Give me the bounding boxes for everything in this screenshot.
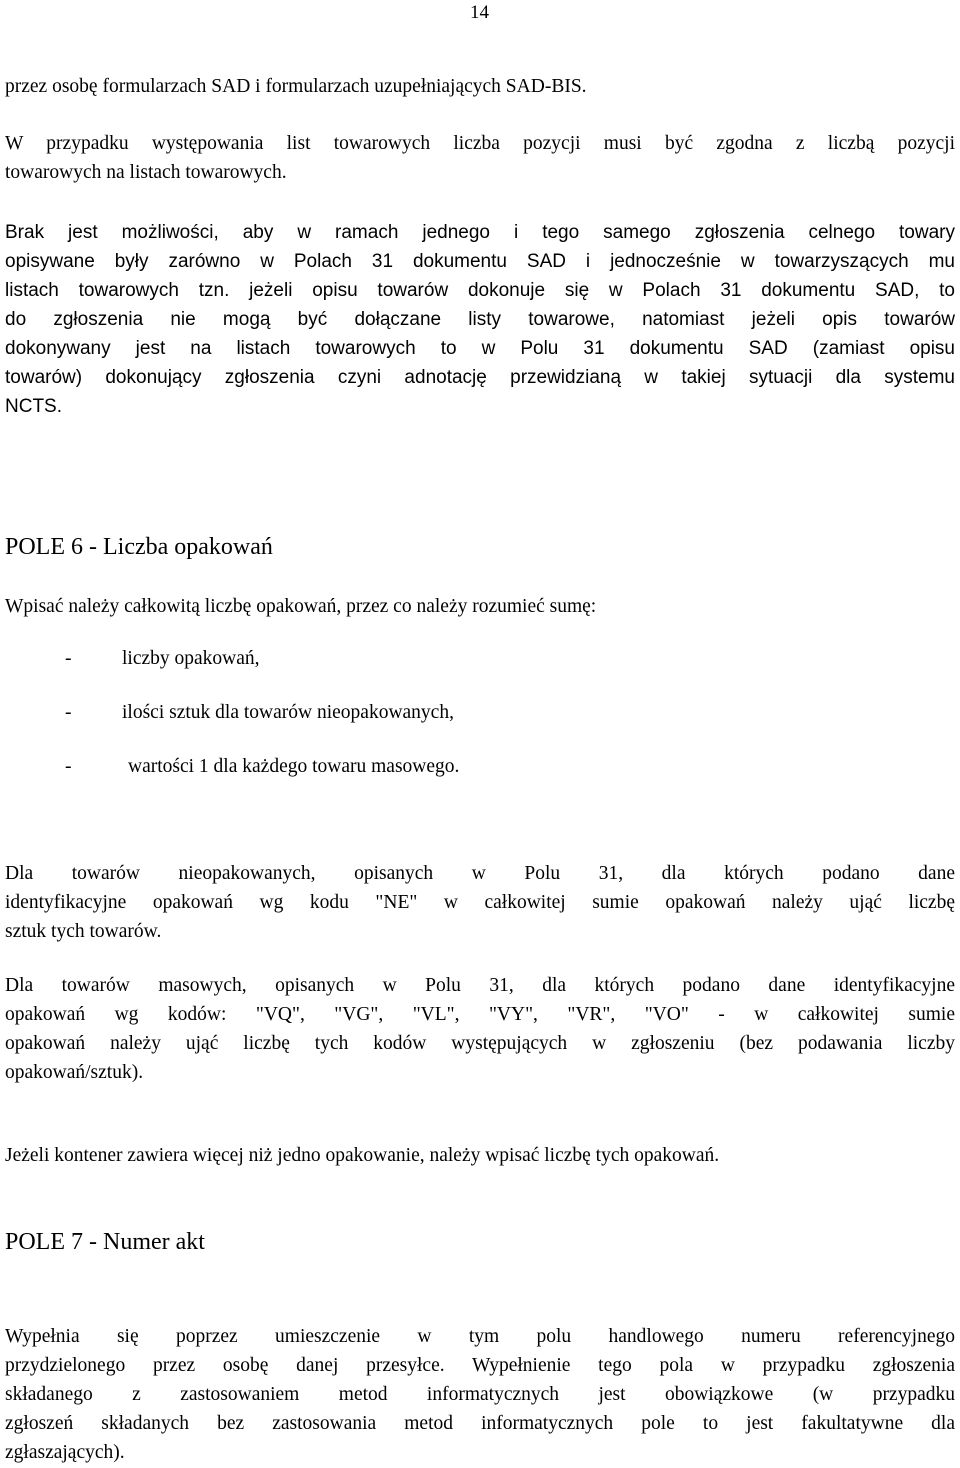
text-line: dokonywany jest na listach towarowych to w Polu 31 dokumentu SAD (zamiast opisu (5, 338, 955, 359)
paragraph-unpacked-goods (5, 859, 955, 946)
paragraph-container (5, 1141, 955, 1170)
text-line: NCTS. (5, 396, 62, 417)
text-line: W przypadku występowania list towarowych liczba pozycji musi być zgodna z liczbą pozycji (5, 133, 955, 154)
paragraph-no-mixing (5, 218, 955, 421)
text-line: składanego z zastosowaniem metod informatycznych jest obowiązkowe (w przypadku (5, 1384, 955, 1405)
paragraph-reference-number (5, 1322, 955, 1467)
text-line: Dla towarów masowych, opisanych w Polu 31, dla których podano dane identyfikacyjne (5, 975, 955, 996)
list-dash: - (65, 702, 72, 723)
list-item (5, 644, 260, 673)
text-line: opakowań wg kodów: "VQ", "VG", "VL", "VY", "VR", "VO" - w całkowitej sumie (5, 1004, 955, 1025)
text-line: listach towarowych tzn. jeżeli opisu towarów dokonuje się w Polach 31 dokumentu SAD, to (5, 280, 955, 301)
list-dash: - (65, 648, 72, 669)
section-heading-pole-7: POLE 7 - Numer akt (5, 1229, 205, 1255)
text-line: zgłaszających). (5, 1442, 125, 1463)
list-dash: - (65, 756, 72, 777)
text-line: opisywane były zarówno w Polach 31 dokumentu SAD i jednocześnie w towarzyszących mu (5, 251, 955, 272)
text-line: Wypełnia się poprzez umieszczenie w tym polu handlowego numeru referencyjnego (5, 1326, 955, 1347)
list-item-text: liczby opakowań, (122, 648, 260, 669)
list-item-text: ilości sztuk dla towarów nieopakowanych, (122, 702, 454, 723)
paragraph-bulk-goods (5, 971, 955, 1087)
text-line: opakowań/sztuk). (5, 1062, 144, 1083)
text-line: do zgłoszenia nie mogą być dołączane listy towarowe, natomiast jeżeli opis towarów (5, 309, 955, 330)
text-line: Jeżeli kontener zawiera więcej niż jedno opakowanie, należy wpisać liczbę tych opakowań. (5, 1145, 720, 1166)
list-item-text: wartości 1 dla każdego towaru masowego. (128, 756, 460, 777)
pole6-intro (5, 592, 955, 621)
section-heading-pole-6: POLE 6 - Liczba opakowań (5, 534, 273, 560)
list-item (5, 752, 459, 781)
text-line: identyfikacyjne opakowań wg kodu "NE" w całkowitej sumie opakowań należy ująć liczbę (5, 892, 955, 913)
text-line: sztuk tych towarów. (5, 921, 162, 942)
text-line: przydzielonego przez osobę danej przesyłce. Wypełnienie tego pola w przypadku zgłoszenia (5, 1355, 955, 1376)
text-line: towarowych na listach towarowych. (5, 162, 287, 183)
text-line: Brak jest możliwości, aby w ramach jednego i tego samego zgłoszenia celnego towary (5, 222, 955, 243)
text-line: Dla towarów nieopakowanych, opisanych w Polu 31, dla których podano dane (5, 863, 955, 884)
text-line: zgłoszeń składanych bez zastosowania metod informatycznych pole to jest fakultatywne dla (5, 1413, 955, 1434)
page-number: 14 (470, 2, 489, 23)
text-line: Wpisać należy całkowitą liczbę opakowań, przez co należy rozumieć sumę: (5, 596, 597, 617)
paragraph-list-positions (5, 129, 955, 187)
intro-line (5, 72, 955, 101)
text-line: opakowań należy ująć liczbę tych kodów występujących w zgłoszeniu (bez podawania liczby (5, 1033, 955, 1054)
text-line: przez osobę formularzach SAD i formularzach uzupełniających SAD-BIS. (5, 76, 587, 97)
text-line: towarów) dokonujący zgłoszenia czyni adnotację przewidzianą w takiej sytuacji dla systemu (5, 367, 955, 388)
list-item (5, 698, 454, 727)
